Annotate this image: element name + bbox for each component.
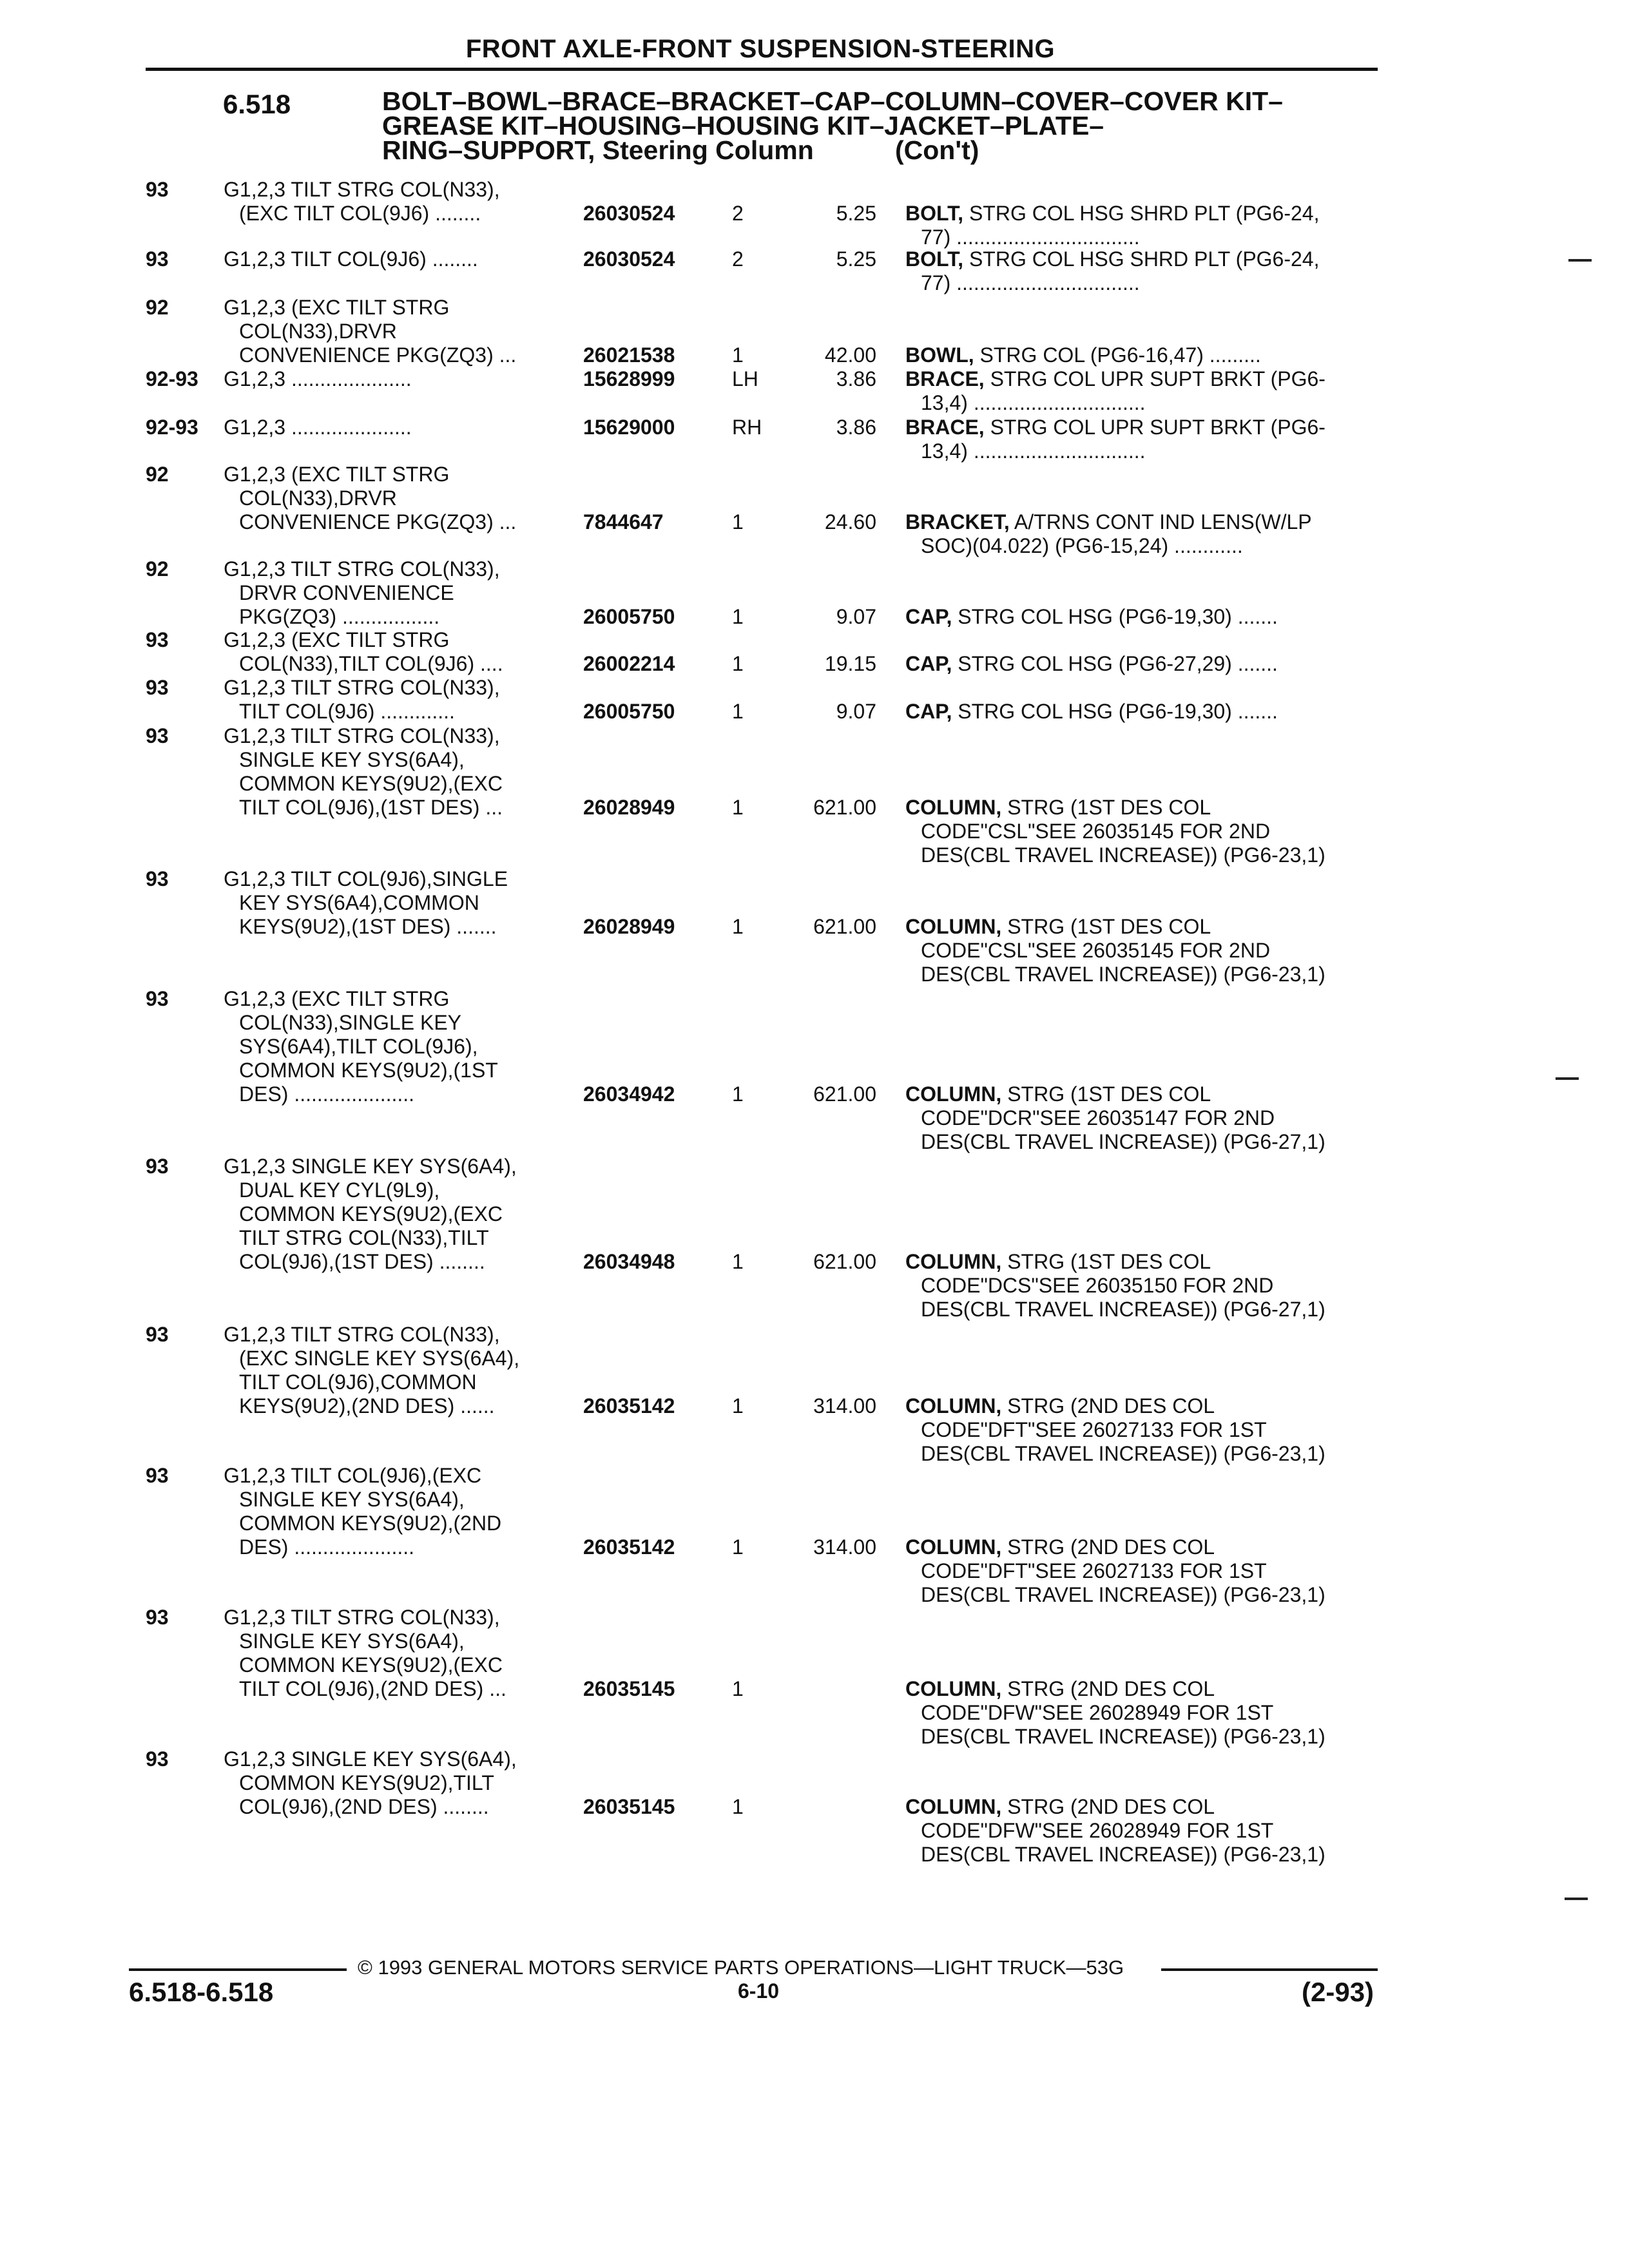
price: 5.25: [836, 247, 876, 271]
description-line: G1,2,3 TILT STRG COL(N33),: [224, 724, 500, 747]
description-line: DES) .....................: [239, 1082, 415, 1106]
description-line: SINGLE KEY SYS(6A4),: [239, 748, 465, 771]
model-year: 92: [146, 296, 169, 319]
price: 3.86: [836, 416, 876, 439]
margin-mark: [1565, 1898, 1588, 1900]
description-line: COL(N33),SINGLE KEY: [239, 1011, 461, 1034]
description-line: G1,2,3 TILT STRG COL(N33),: [224, 676, 500, 699]
part-name-line: CODE"DCR"SEE 26035147 FOR 2ND: [921, 1106, 1275, 1129]
description-line: TILT COL(9J6),(2ND DES) ...: [239, 1677, 506, 1700]
section-title-line-1: BOLT–BOWL–BRACE–BRACKET–CAP–COLUMN–COVER–COVER KIT–: [382, 86, 1283, 116]
description-line: COMMON KEYS(9U2),(EXC: [239, 772, 503, 795]
part-name-line: CODE"CSL"SEE 26035145 FOR 2ND: [921, 820, 1271, 843]
part-number: 26021538: [583, 343, 675, 367]
description-line: G1,2,3 (EXC TILT STRG: [224, 628, 450, 651]
application-description: [224, 463, 516, 534]
part-name-line: [905, 605, 1376, 629]
part-name: [905, 367, 1376, 415]
description-line: G1,2,3 (EXC TILT STRG: [224, 463, 450, 486]
part-name-detail: STRG COL UPR SUPT BRKT (PG6-: [984, 416, 1325, 439]
price: 9.07: [836, 700, 876, 723]
part-name-line: DES(CBL TRAVEL INCREASE)) (PG6-23,1): [921, 1583, 1325, 1606]
part-name-detail: STRG (1ST DES COL: [1001, 796, 1211, 819]
description-line: DRVR CONVENIENCE: [239, 581, 454, 604]
description-line: G1,2,3 SINGLE KEY SYS(6A4),: [224, 1155, 517, 1178]
description-line: COL(N33),DRVR: [239, 320, 397, 343]
part-name-line: SOC)(04.022) (PG6-15,24) ............: [921, 534, 1243, 557]
part-number: 26035145: [583, 1677, 675, 1700]
price: 621.00: [813, 796, 876, 819]
continued-label: (Con't): [895, 135, 979, 165]
part-name-line: 13,4) ..............................: [921, 391, 1146, 414]
model-year: 93: [146, 724, 169, 747]
part-name-detail: STRG (1ST DES COL: [1001, 1250, 1211, 1273]
description-line: DES) .....................: [239, 1535, 415, 1559]
part-name: [905, 1535, 1376, 1607]
part-name-line: CODE"DFT"SEE 26027133 FOR 1ST: [921, 1559, 1267, 1582]
part-name-line: DES(CBL TRAVEL INCREASE)) (PG6-23,1): [921, 843, 1325, 867]
model-year: 93: [146, 178, 169, 201]
part-name-line: [905, 1677, 1376, 1701]
part-name-noun: COLUMN,: [905, 796, 1002, 819]
section-title-line-2: GREASE KIT–HOUSING–HOUSING KIT–JACKET–PLATE–: [382, 111, 1104, 140]
description-line: KEYS(9U2),(2ND DES) ......: [239, 1394, 495, 1418]
description-line: COMMON KEYS(9U2),(2ND: [239, 1512, 502, 1535]
part-name-noun: COLUMN,: [905, 1795, 1002, 1818]
part-name: [905, 1394, 1376, 1466]
quantity: 1: [732, 700, 744, 723]
application-description: [224, 1747, 517, 1819]
part-name-detail: STRG (2ND DES COL: [1001, 1394, 1215, 1418]
model-year: 92-93: [146, 367, 198, 390]
quantity: 1: [732, 1677, 744, 1700]
description-line: (EXC SINGLE KEY SYS(6A4),: [239, 1347, 520, 1370]
part-name-noun: BRACE,: [905, 367, 985, 390]
description-line: TILT COL(9J6),COMMON: [239, 1370, 477, 1394]
part-name: [905, 1082, 1376, 1154]
part-name-noun: BRACE,: [905, 416, 985, 439]
description-line: KEY SYS(6A4),COMMON: [239, 891, 479, 914]
description-line: G1,2,3 (EXC TILT STRG: [224, 987, 450, 1010]
description-line: COMMON KEYS(9U2),(EXC: [239, 1202, 503, 1225]
application-description: [224, 1464, 501, 1559]
part-name-noun: BOLT,: [905, 247, 964, 271]
part-name-noun: COLUMN,: [905, 1082, 1002, 1106]
description-line: G1,2,3 TILT COL(9J6),(EXC: [224, 1464, 482, 1487]
quantity: RH: [732, 416, 762, 439]
description-line: SYS(6A4),TILT COL(9J6),: [239, 1035, 478, 1058]
part-name-noun: BRACKET,: [905, 510, 1010, 533]
part-number: 26035142: [583, 1535, 675, 1559]
quantity: 1: [732, 1795, 744, 1818]
description-line: TILT COL(9J6) .............: [239, 700, 455, 723]
part-name-noun: COLUMN,: [905, 1250, 1002, 1273]
part-number: 26034948: [583, 1250, 675, 1273]
section-number: 6.518: [223, 89, 291, 119]
price: 314.00: [813, 1535, 876, 1559]
part-name-line: CODE"DFW"SEE 26028949 FOR 1ST: [921, 1819, 1274, 1842]
part-name-line: 13,4) ..............................: [921, 439, 1146, 463]
quantity: 1: [732, 1535, 744, 1559]
model-year: 93: [146, 1747, 169, 1771]
part-name: [905, 1250, 1376, 1321]
part-number: 26035142: [583, 1394, 675, 1418]
part-number: 26035145: [583, 1795, 675, 1818]
description-line: G1,2,3 .....................: [224, 416, 412, 439]
part-name-detail: STRG COL HSG SHRD PLT (PG6-24,: [963, 202, 1320, 225]
description-line: PKG(ZQ3) .................: [239, 605, 440, 628]
part-name-noun: COLUMN,: [905, 1394, 1002, 1418]
footer-divider-left: [129, 1968, 347, 1971]
price: 621.00: [813, 1250, 876, 1273]
part-name-line: CODE"CSL"SEE 26035145 FOR 2ND: [921, 939, 1271, 962]
description-line: COMMON KEYS(9U2),(EXC: [239, 1653, 503, 1677]
part-number: 26030524: [583, 247, 675, 271]
description-line: G1,2,3 TILT STRG COL(N33),: [224, 557, 500, 581]
application-description: [224, 247, 478, 271]
price: 621.00: [813, 1082, 876, 1106]
model-year: 93: [146, 676, 169, 699]
application-description: [224, 557, 500, 629]
part-name: [905, 510, 1376, 558]
part-number: 26028949: [583, 796, 675, 819]
part-number: 26005750: [583, 700, 675, 723]
description-line: CONVENIENCE PKG(ZQ3) ...: [239, 343, 517, 367]
part-name-noun: COLUMN,: [905, 1535, 1002, 1559]
part-name-noun: CAP,: [905, 652, 952, 675]
quantity: 1: [732, 915, 744, 938]
footer-divider-right: [1161, 1968, 1378, 1971]
part-name-line: DES(CBL TRAVEL INCREASE)) (PG6-23,1): [921, 1442, 1325, 1465]
page-number: 6-10: [738, 1979, 780, 2003]
part-name-line: [905, 202, 1376, 226]
part-number: 26005750: [583, 605, 675, 628]
description-line: (EXC TILT COL(9J6) ........: [239, 202, 481, 225]
price: 3.86: [836, 367, 876, 390]
quantity: 1: [732, 605, 744, 628]
description-line: G1,2,3 TILT STRG COL(N33),: [224, 1323, 500, 1346]
part-name-detail: STRG (2ND DES COL: [1001, 1795, 1215, 1818]
application-description: [224, 628, 503, 676]
quantity: 2: [732, 247, 744, 271]
application-description: [224, 987, 498, 1106]
part-name-line: [905, 510, 1376, 534]
part-name-line: [905, 1250, 1376, 1274]
price: 9.07: [836, 605, 876, 628]
description-line: COL(N33),DRVR: [239, 486, 397, 510]
quantity: 1: [732, 1082, 744, 1106]
part-number: 7844647: [583, 510, 664, 533]
quantity: 1: [732, 510, 744, 533]
part-name-line: [905, 700, 1376, 724]
part-name-line: [905, 796, 1376, 820]
page-header-title: FRONT AXLE-FRONT SUSPENSION-STEERING: [465, 35, 1055, 63]
price: 42.00: [824, 343, 876, 367]
description-line: G1,2,3 (EXC TILT STRG: [224, 296, 450, 319]
price: 24.60: [824, 510, 876, 533]
description-line: G1,2,3 SINGLE KEY SYS(6A4),: [224, 1747, 517, 1771]
price: 621.00: [813, 915, 876, 938]
description-line: G1,2,3 .....................: [224, 367, 412, 390]
application-description: [224, 367, 412, 391]
model-year: 93: [146, 247, 169, 271]
application-description: [224, 296, 516, 367]
part-name-detail: STRG COL HSG (PG6-19,30) .......: [952, 700, 1278, 723]
application-description: [224, 1606, 506, 1701]
part-name-line: [905, 1082, 1376, 1106]
quantity: 1: [732, 652, 744, 675]
model-year: 93: [146, 1323, 169, 1346]
part-name-detail: STRG (1ST DES COL: [1001, 915, 1211, 938]
price: 314.00: [813, 1394, 876, 1418]
part-name: [905, 700, 1376, 724]
part-name: [905, 1795, 1376, 1867]
part-number: 26028949: [583, 915, 675, 938]
part-name-noun: COLUMN,: [905, 1677, 1002, 1700]
part-name-line: [905, 652, 1376, 676]
description-line: COMMON KEYS(9U2),(1ST: [239, 1059, 498, 1082]
part-number: 26002214: [583, 652, 675, 675]
description-line: TILT COL(9J6),(1ST DES) ...: [239, 796, 503, 819]
part-name-line: [905, 367, 1376, 391]
part-name-line: 77) ................................: [921, 271, 1140, 294]
part-name-line: [905, 1535, 1376, 1559]
part-name-line: [905, 247, 1376, 271]
model-year: 93: [146, 987, 169, 1010]
application-description: [224, 416, 412, 439]
quantity: 1: [732, 1250, 744, 1273]
part-name-line: CODE"DFW"SEE 26028949 FOR 1ST: [921, 1701, 1274, 1724]
description-line: COL(9J6),(2ND DES) ........: [239, 1795, 489, 1818]
description-line: KEYS(9U2),(1ST DES) .......: [239, 915, 497, 938]
part-name-line: DES(CBL TRAVEL INCREASE)) (PG6-23,1): [921, 1725, 1325, 1748]
section-title-line-3-text: RING–SUPPORT, Steering Column: [382, 135, 814, 165]
part-name-line: [905, 416, 1376, 439]
description-line: DUAL KEY CYL(9L9),: [239, 1178, 440, 1202]
part-name-noun: BOLT,: [905, 202, 964, 225]
description-line: G1,2,3 TILT COL(9J6),SINGLE: [224, 867, 508, 890]
part-name-line: DES(CBL TRAVEL INCREASE)) (PG6-23,1): [921, 963, 1325, 986]
model-year: 93: [146, 1606, 169, 1629]
part-name: [905, 343, 1376, 367]
model-year: 93: [146, 628, 169, 651]
part-name-noun: BOWL,: [905, 343, 974, 367]
application-description: [224, 724, 503, 820]
application-description: [224, 1323, 519, 1418]
quantity: LH: [732, 367, 758, 390]
margin-mark: [1556, 1077, 1579, 1080]
description-line: COMMON KEYS(9U2),TILT: [239, 1771, 494, 1794]
price: 5.25: [836, 202, 876, 225]
description-line: G1,2,3 TILT STRG COL(N33),: [224, 1606, 500, 1629]
description-line: TILT STRG COL(N33),TILT: [239, 1226, 489, 1249]
part-name: [905, 915, 1376, 986]
part-name: [905, 416, 1376, 463]
part-name-detail: STRG COL HSG (PG6-27,29) .......: [952, 652, 1278, 675]
part-name-line: DES(CBL TRAVEL INCREASE)) (PG6-27,1): [921, 1298, 1325, 1321]
part-name-detail: STRG (1ST DES COL: [1001, 1082, 1211, 1106]
part-name-detail: STRG COL HSG SHRD PLT (PG6-24,: [963, 247, 1320, 271]
quantity: 2: [732, 202, 744, 225]
part-name-detail: STRG COL HSG (PG6-19,30) .......: [952, 605, 1278, 628]
part-name-line: CODE"DCS"SEE 26035150 FOR 2ND: [921, 1274, 1274, 1297]
part-number: 15628999: [583, 367, 675, 390]
quantity: 1: [732, 1394, 744, 1418]
date-code: (2-93): [1302, 1977, 1374, 2007]
description-line: SINGLE KEY SYS(6A4),: [239, 1488, 465, 1511]
model-year: 93: [146, 867, 169, 890]
description-line: SINGLE KEY SYS(6A4),: [239, 1629, 465, 1653]
part-name-line: 77) ................................: [921, 226, 1140, 249]
model-year: 92: [146, 557, 169, 581]
part-name-noun: CAP,: [905, 605, 952, 628]
part-name-line: CODE"DFT"SEE 26027133 FOR 1ST: [921, 1418, 1267, 1441]
section-range: 6.518-6.518: [129, 1977, 274, 2007]
part-name-noun: COLUMN,: [905, 915, 1002, 938]
part-name: [905, 247, 1376, 295]
part-number: 26034942: [583, 1082, 675, 1106]
part-name-line: [905, 1394, 1376, 1418]
model-year: 93: [146, 1464, 169, 1487]
part-name-noun: CAP,: [905, 700, 952, 723]
model-year: 92: [146, 463, 169, 486]
part-name: [905, 1677, 1376, 1749]
part-name: [905, 796, 1376, 867]
description-line: COL(N33),TILT COL(9J6) ....: [239, 652, 503, 675]
quantity: 1: [732, 343, 744, 367]
part-number: 26030524: [583, 202, 675, 225]
part-name-detail: STRG COL (PG6-16,47) .........: [974, 343, 1261, 367]
part-name-detail: STRG (2ND DES COL: [1001, 1677, 1215, 1700]
part-name-line: DES(CBL TRAVEL INCREASE)) (PG6-23,1): [921, 1843, 1325, 1866]
price: 19.15: [824, 652, 876, 675]
application-description: [224, 676, 500, 724]
quantity: 1: [732, 796, 744, 819]
part-name-line: [905, 915, 1376, 939]
margin-mark: [1568, 259, 1592, 262]
part-name: [905, 652, 1376, 676]
application-description: [224, 1155, 517, 1274]
part-name-detail: STRG (2ND DES COL: [1001, 1535, 1215, 1559]
part-name-detail: A/TRNS CONT IND LENS(W/LP: [1009, 510, 1312, 533]
copyright-notice: © 1993 GENERAL MOTORS SERVICE PARTS OPERATIONS—LIGHT TRUCK—53G: [358, 1956, 1124, 1979]
part-name-line: [905, 1795, 1376, 1819]
part-number: 15629000: [583, 416, 675, 439]
description-line: COL(9J6),(1ST DES) ........: [239, 1250, 485, 1273]
part-name-detail: STRG COL UPR SUPT BRKT (PG6-: [984, 367, 1325, 390]
model-year: 92-93: [146, 416, 198, 439]
part-name-line: [905, 343, 1376, 367]
part-name-line: DES(CBL TRAVEL INCREASE)) (PG6-27,1): [921, 1130, 1325, 1153]
part-name: [905, 605, 1376, 629]
description-line: G1,2,3 TILT STRG COL(N33),: [224, 178, 500, 201]
description-line: G1,2,3 TILT COL(9J6) ........: [224, 247, 478, 271]
description-line: CONVENIENCE PKG(ZQ3) ...: [239, 510, 517, 533]
part-name: [905, 202, 1376, 249]
application-description: [224, 178, 500, 226]
model-year: 93: [146, 1155, 169, 1178]
application-description: [224, 867, 508, 939]
